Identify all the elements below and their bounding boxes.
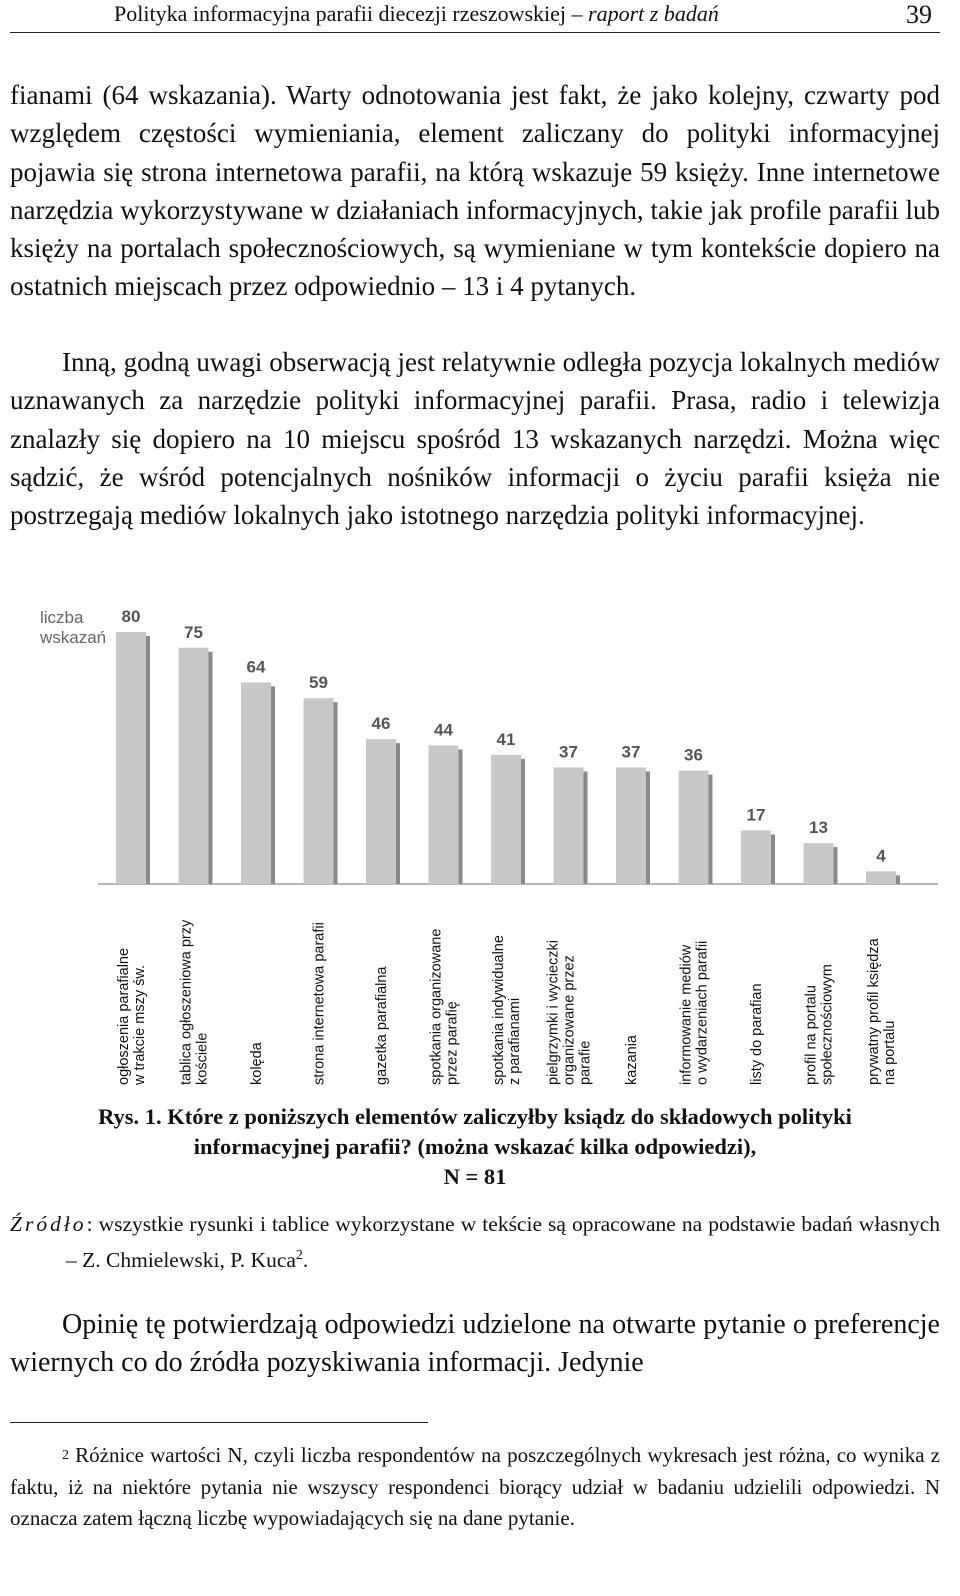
category-label-line: parafie [577, 1040, 594, 1085]
category-label-line: w trakcie mszy św. [132, 964, 148, 1085]
category-label [866, 937, 898, 1085]
category-label-line: o wydarzeniach parafii [694, 940, 711, 1085]
category-label [179, 919, 211, 1085]
category-labels-group [116, 919, 898, 1086]
bar [304, 698, 334, 884]
bar-chart [0, 600, 960, 1095]
category-label-line: pielgrzymki i wycieczki [545, 939, 562, 1085]
paragraph-3-text: Opinię tę potwierdzają odpowiedzi udzielone na otwarte pytanie o preferencje wiernych co do źródła pozyskiwania informacji. Jedynie [10, 1309, 940, 1378]
figure-caption [10, 1102, 940, 1192]
bar-value-label: 59 [309, 673, 328, 693]
paragraph-1: fianami (64 wskazania). Warty odnotowania jest fakt, że jako kolejny, czwarty pod względem częstości wymieniania, element zaliczany do polityki informacyjnej pojawia się strona internetowa parafii, na którą wskazuje 59 księży. Inne internetowe narzędzia wykorzystywane w działaniach informacyjnych, takie jak profile parafii lub księży na portalach społecznościowych, są wymieniane w tym kontekście dopiero na ostatnich miejscach przez odpowiednio – 13 i 4 pytanych. [10, 80, 940, 302]
category-label [491, 935, 523, 1085]
y-axis-label-line1: liczba [40, 608, 84, 627]
bar-value-label: 80 [121, 607, 141, 626]
bar [741, 830, 771, 884]
category-label-line: kolęda [249, 1042, 265, 1085]
bar [116, 632, 146, 884]
source-label: Źródło [10, 1212, 87, 1236]
category-label-line: tablica ogłoszeniowa przy [178, 919, 195, 1085]
category-label [624, 1034, 640, 1085]
category-label-line: ogłoszenia parafialne [116, 947, 132, 1085]
category-label [749, 983, 765, 1085]
category-label [679, 941, 711, 1085]
category-label [116, 948, 148, 1086]
figure-caption-line2: informacyjnej parafii? (można wskazać kilka odpowiedzi), [193, 1134, 757, 1159]
category-label-line: z parafianami [507, 997, 523, 1085]
footnote-text: Różnice wartości N, czyli liczba respondentów na poszczególnych wykresach jest różna, co wynika z faktu, iż na niektóre pytania nie wszyscy respondenci biorący udział w badaniu udzielili odpowiedzi. N oznacza zatem łączną liczbę wypowiadających się na dane pytanie. [10, 1443, 940, 1530]
source-footnote-ref: 2 [295, 1248, 303, 1263]
category-label-line: strona internetowa parafii [311, 922, 328, 1085]
category-label-line: gazetka parafialna [374, 966, 390, 1085]
bar-value-label: 46 [371, 714, 391, 734]
category-label-line: kazania [624, 1035, 640, 1085]
category-label-line: profil na portalu [803, 985, 820, 1085]
bar [616, 767, 646, 884]
category-label-line: przez parafię [444, 1001, 461, 1085]
running-header [10, 0, 940, 33]
figure-caption-line1: Rys. 1. Które z poniższych elementów zaliczyłby ksiądz do składowych polityki [98, 1104, 852, 1129]
bar [866, 871, 896, 884]
bar [679, 771, 709, 884]
paragraph-2-text: Inną, godną uwagi obserwacją jest relatywnie odległa pozycja lokalnych mediów uznawanych za narzędzie polityki informacyjnej parafii. Prasa, radio i telewizja znalazły się dopiero na 10 miejscu spośród 13 wskazanych narzędzi. Można więc sądzić, że wśród potencjalnych nośników informacji o życiu parafii księża nie postrzegają mediów lokalnych jako istotnego narzędzia polityki informacyjnej. [10, 347, 940, 531]
bar-value-label: 44 [434, 720, 453, 740]
bar [804, 843, 834, 884]
bar-value-label: 36 [684, 745, 703, 765]
category-label-line: organizowane przez [561, 955, 578, 1085]
category-label [312, 922, 328, 1085]
page-number: 39 [906, 0, 932, 29]
running-title-regular: Polityka informacyjna parafii diecezji rzeszowskiej – [114, 1, 589, 26]
y-axis-label-line2: wskazań [40, 628, 107, 647]
bar-value-label: 17 [746, 805, 766, 825]
paragraph-2 [10, 343, 940, 534]
bar-value-label: 75 [184, 622, 203, 642]
bar-value-label: 41 [496, 729, 516, 749]
source-text: : wszystkie rysunki i tablice wykorzystane w tekście są opracowane na podstawie badań własnych – Z. Chmielewski, P. Kuca [66, 1212, 940, 1273]
category-label [546, 940, 594, 1085]
category-label-line: na portalu [882, 1020, 898, 1085]
category-label [374, 966, 390, 1085]
bar [429, 745, 459, 884]
category-label-line: listy do parafian [749, 983, 765, 1085]
footnote-number: 2 [62, 1448, 69, 1463]
category-label-line: kościele [194, 1032, 211, 1085]
bars-group [116, 632, 900, 884]
category-label [804, 964, 836, 1085]
bar-value-label: 4 [876, 846, 886, 866]
running-title [114, 1, 719, 27]
source-note [10, 1208, 940, 1276]
footnote-separator [10, 1422, 428, 1423]
category-label-line: informowanie mediów [678, 944, 695, 1085]
bar [491, 755, 521, 884]
category-label-line: prywatny profil księdza [866, 938, 882, 1085]
bar [366, 739, 396, 884]
footnote [10, 1440, 940, 1535]
category-label-line: spotkania indywidualne [491, 935, 507, 1085]
bar-value-label: 13 [809, 818, 828, 838]
bar [179, 648, 209, 884]
bar [554, 767, 584, 884]
running-title-italic: raport z badań [588, 1, 719, 26]
category-label [429, 929, 461, 1085]
bar-value-label: 64 [246, 657, 266, 677]
bar-value-label: 37 [621, 742, 641, 762]
category-label [249, 1041, 265, 1085]
bar-value-label: 37 [559, 742, 578, 762]
figure-caption-line3: N = 81 [443, 1164, 507, 1189]
bar [241, 682, 271, 884]
category-label-line: spotkania organizowane [428, 928, 445, 1085]
category-label-line: społecznościowym [819, 964, 836, 1085]
source-end: . [302, 1248, 309, 1273]
paragraph-3 [10, 1306, 940, 1382]
